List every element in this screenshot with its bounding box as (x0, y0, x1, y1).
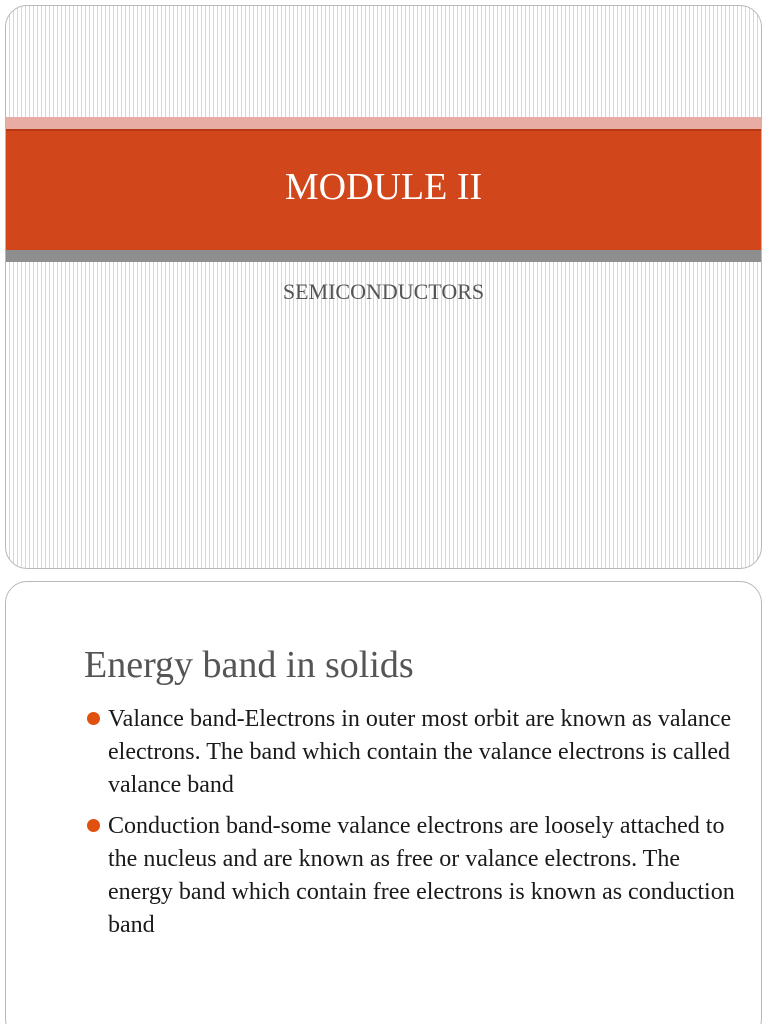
title-band-top-stripe (6, 117, 761, 129)
content-slide (5, 581, 762, 1024)
bullet-item (84, 703, 744, 802)
bullet-dot-icon (87, 819, 100, 832)
title-band-bottom-stripe (6, 250, 761, 262)
slide-title: MODULE II (284, 166, 483, 208)
bullet-list (84, 703, 744, 950)
slide-heading: Energy band in solids (84, 644, 414, 686)
bullet-dot-icon (87, 712, 100, 725)
title-slide (5, 5, 762, 569)
bullet-text: Conduction band-some valance electrons are loosely attached to the nucleus and are known as free or valance electrons. The energy band which contain free electrons is known as conduction band (108, 813, 735, 938)
slide-subtitle: SEMICONDUCTORS (282, 279, 485, 304)
bullet-item (84, 810, 744, 942)
bullet-text: Valance band-Electrons in outer most orbit are known as valance electrons. The band which contain the valance electrons is called valance band (108, 706, 732, 798)
